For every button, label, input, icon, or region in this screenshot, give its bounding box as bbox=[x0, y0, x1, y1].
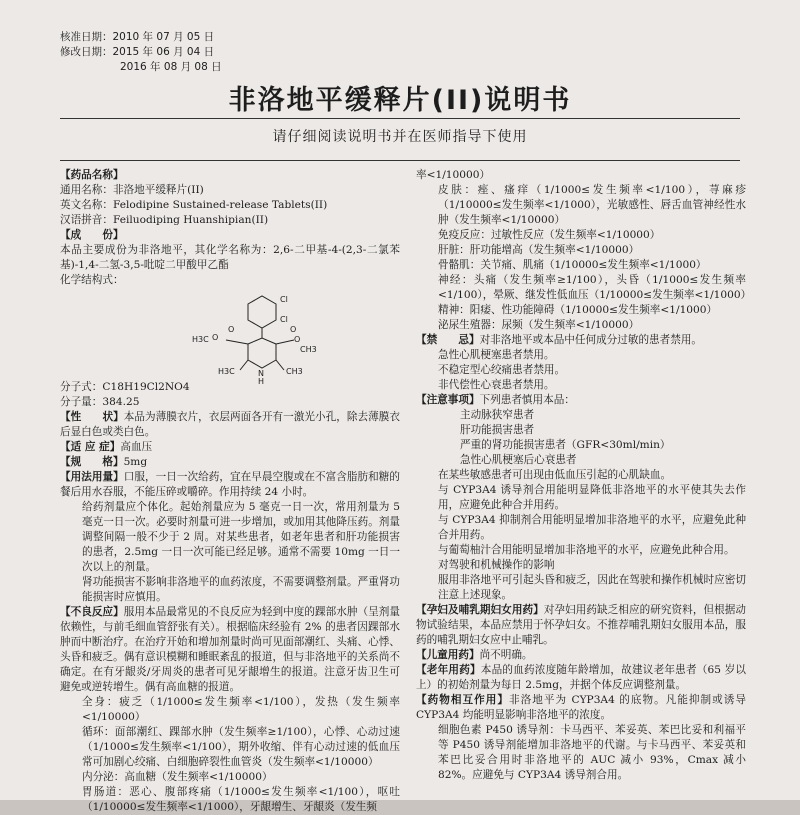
revision-date-2: 2016 年 08 月 08 日 bbox=[120, 61, 222, 73]
atom-label: O bbox=[294, 335, 301, 344]
adverse-psych: 精神：阳痿、性功能障碍（1/10000≤发生频率<1/1000） bbox=[438, 304, 718, 316]
precaution-item: 急性心肌梗塞后心衰患者 bbox=[460, 454, 577, 466]
character-text: 本品为薄膜衣片，衣层两面各开有一激光小孔，除去薄膜衣后显白色或类白色。 bbox=[60, 411, 401, 438]
section-heading-elderly: 【老年用药】 bbox=[416, 664, 481, 676]
precaution-paragraph: 与 CYP3A4 抑制剂合用能明显增加非洛地平的水平，应避免此种合并用药。 bbox=[438, 514, 746, 541]
approval-date: 核准日期：2010 年 07 月 05 日 bbox=[60, 31, 215, 43]
section-heading-name: 【药品名称】 bbox=[60, 169, 124, 181]
atom-label: CH3 bbox=[286, 367, 303, 376]
adverse-paragraph: 内分泌：高血糖（发生频率<1/10000） bbox=[82, 771, 273, 783]
adverse-paragraph: 胃肠道：恶心、腹部疼痛（1/1000≤发生频率<1/100），呕吐（1/10000≤发生频率<1/1000），牙龈增生、牙龈炎（发生频 bbox=[82, 786, 400, 813]
adverse-neuro: 神经：头痛（发生频率≥1/100），头昏（1/1000≤发生频率<1/100），晕厥、继发性低血压（1/10000≤发生频率<1/1000） bbox=[438, 274, 752, 301]
atom-label: O bbox=[212, 333, 219, 342]
contraindication-item: 不稳定型心绞痛患者禁用。 bbox=[438, 364, 566, 376]
subtitle-divider bbox=[60, 160, 740, 161]
section-heading-children: 【儿童用药】 bbox=[416, 649, 480, 661]
adverse-text: 服用本品最常见的不良反应为轻到中度的踝部水肿（呈剂量依赖性，与前毛细血管舒张有关）。根据临床经验有 2% 的患者因踝部水肿而中断治疗。在治疗开始和增加剂量时尚可见面部潮红、头痛、心悸、头昏和疲乏。偶有意识模糊和睡眠紊乱的报道，但与非洛地平的关系尚不确定。在有牙龈炎/牙周炎的患者可见牙龈增生的报道。注意牙齿卫生可避免或逆转增生。偶有高血糖的报道。 bbox=[60, 606, 401, 693]
precaution-item: 严重的肾功能损害患者（GFR<30ml/min） bbox=[460, 439, 671, 451]
name-line: 汉语拼音：Feiluodiping Huanshipian(II) bbox=[60, 214, 269, 226]
adverse-skin: 皮肤：痤、瘙痒（1/1000≤发生频率<1/100），荨麻疹（1/10000≤发生频率<1/1000），光敏感性、唇舌血管神经性水肿（发生频率<1/10000） bbox=[438, 184, 746, 226]
pregnancy-text: 对孕妇用药缺乏相应的研究资料，但根据动物试验结果，本品应禁用于怀孕妇女。不推荐哺乳期妇女服用本品，服药的哺乳期妇女应中止哺乳。 bbox=[416, 604, 747, 646]
children-text: 尚不明确。 bbox=[479, 649, 533, 661]
interactions-paragraph: 细胞色素 P450 诱导剂：卡马西平、苯妥英、苯巴比妥和利福平等 P450 诱导剂能增加非洛地平的代谢。与卡马西平、苯妥英和苯巴比妥合用时非洛地平的 AUC 减小 93%，Cmax 减小 82%。应避免与 CYP3A4 诱导剂合用。 bbox=[438, 724, 746, 781]
atom-label: Cl bbox=[280, 295, 288, 304]
spec-text: 5mg bbox=[123, 456, 148, 468]
precaution-paragraph: 在某些敏感患者可出现由低血压引起的心肌缺血。 bbox=[438, 469, 672, 481]
document-subtitle: 请仔细阅读说明书并在医师指导下使用 bbox=[272, 129, 528, 145]
structure-diagram bbox=[190, 290, 320, 386]
adverse-immune: 免疫反应：过敏性反应（发生频率<1/10000） bbox=[438, 229, 661, 241]
adverse-bone: 骨骼肌：关节痛、肌痛（1/10000≤发生频率<1/1000） bbox=[438, 259, 707, 271]
date-block bbox=[60, 30, 222, 75]
chemical-structure bbox=[60, 290, 400, 386]
dosage-paragraph: 给药剂量应个体化。起始剂量应为 5 毫克一日一次，常用剂量为 5 毫克一日一次。必要时剂量可进一步增加，或加用其他降压药。剂量调整间隔一般不少于 2 周。对某些患者，如老年患者和肝功能损害的患者，2.5mg 一日一次可能已经足够。通常不需要 10mg 一日一次以上的剂量。 bbox=[82, 501, 400, 573]
precaution-paragraph: 与 CYP3A4 诱导剂合用能明显降低非洛地平的水平使其失去作用，应避免此种合并用药。 bbox=[438, 484, 746, 511]
precaution-item: 肝功能损害患者 bbox=[460, 424, 535, 436]
atom-label: H bbox=[258, 377, 265, 386]
section-heading-composition: 【成 份】 bbox=[60, 229, 124, 241]
adverse-paragraph: 全身：疲乏（1/1000≤发生频率<1/100），发热（发生频率<1/10000） bbox=[82, 696, 400, 723]
contraindication-item: 急性心肌梗塞患者禁用。 bbox=[438, 349, 555, 361]
precaution-paragraph: 服用非洛地平可引起头昏和疲乏，因此在驾驶和操作机械时应密切注意上述现象。 bbox=[438, 574, 746, 601]
adverse-liver: 肝脏：肝功能增高（发生频率<1/10000） bbox=[438, 244, 640, 256]
atom-label: N bbox=[258, 369, 264, 378]
atom-label: Cl bbox=[280, 315, 288, 324]
molecular-weight: 分子量：384.25 bbox=[60, 396, 140, 408]
atom-label: O bbox=[290, 325, 297, 334]
adverse-uro: 泌尿生殖器：尿频（发生频率<1/10000） bbox=[438, 319, 640, 331]
atom-label: O bbox=[228, 325, 235, 334]
precaution-item: 主动脉狭窄患者 bbox=[460, 409, 535, 421]
document-title: 非洛地平缓释片(II)说明书 bbox=[228, 85, 572, 116]
section-heading-character: 【性 状】 bbox=[60, 411, 124, 423]
atom-label: H3C bbox=[218, 367, 235, 376]
indication-text: 高血压 bbox=[120, 441, 153, 453]
precaution-paragraph: 对驾驶和机械操作的影响 bbox=[438, 559, 555, 571]
atom-label: H3C bbox=[192, 335, 209, 344]
dosage-text: 口服，一日一次给药，宜在早晨空腹或在不富含脂肪和糖的餐后用水吞服，不能压碎或嚼碎。作用持续 24 小时。 bbox=[60, 471, 401, 498]
title-divider bbox=[60, 118, 740, 119]
name-line: 通用名称：非洛地平缓释片(II) bbox=[60, 184, 204, 196]
adverse-continued: 率<1/10000） bbox=[416, 169, 491, 181]
section-heading-contraindication: 【禁 忌】 bbox=[416, 334, 480, 346]
left-column bbox=[60, 168, 400, 815]
elderly-text: 本品的血药浓度随年龄增加，故建议老年患者（65 岁以上）的初始剂量为每日 2.5mg，并据个体反应调整剂量。 bbox=[416, 664, 746, 691]
adverse-paragraph: 循环：面部潮红、踝部水肿（发生频率≥1/100），心悸、心动过速（1/1000≤发生频率<1/100），期外收缩、伴有心动过速的低血压常可加剧心绞痛、白细胞碎裂性血管炎（发生频率<1/10000） bbox=[82, 726, 400, 768]
molecular-formula: 分子式：C18H19Cl2NO4 bbox=[60, 381, 190, 393]
precaution-paragraph: 与葡萄柚汁合用能明显增加非洛地平的水平，应避免此种合用。 bbox=[438, 544, 735, 556]
composition-text: 本品主要成份为非洛地平，其化学名称为：2,6-二甲基-4-(2,3-二氯苯基)-1,4-二氢-3,5-吡啶二甲酸甲乙酯 bbox=[60, 244, 400, 271]
section-heading-adverse: 【不良反应】 bbox=[60, 606, 124, 618]
right-column bbox=[416, 168, 752, 783]
section-heading-indication: 【适 应 症】 bbox=[60, 441, 121, 453]
contraindication-item: 非代偿性心衰患者禁用。 bbox=[438, 379, 555, 391]
section-heading-spec: 【规 格】 bbox=[60, 456, 124, 468]
revision-date: 修改日期：2015 年 06 月 04 日 bbox=[60, 46, 215, 58]
atom-label: CH3 bbox=[300, 345, 317, 354]
name-line: 英文名称：Felodipine Sustained-release Tablets(II) bbox=[60, 199, 328, 211]
structure-label: 化学结构式： bbox=[60, 274, 124, 286]
dosage-paragraph: 肾功能损害不影响非洛地平的血药浓度，不需要调整剂量。严重肾功能损害时应慎用。 bbox=[82, 576, 400, 603]
section-heading-precautions: 【注意事项】 bbox=[416, 394, 480, 406]
section-heading-interactions: 【药物相互作用】 bbox=[416, 694, 509, 706]
precautions-text: 下列患者慎用本品： bbox=[479, 394, 575, 406]
interactions-text: 非洛地平为 CYP3A4 的底物。凡能抑制或诱导 CYP3A4 均能明显影响非洛地平的浓度。 bbox=[416, 694, 747, 721]
section-heading-dosage: 【用法用量】 bbox=[60, 471, 124, 483]
contraindication-text: 对非洛地平或本品中任何成分过敏的患者禁用。 bbox=[479, 334, 703, 346]
section-heading-pregnancy: 【孕妇及哺乳期妇女用药】 bbox=[416, 604, 544, 616]
